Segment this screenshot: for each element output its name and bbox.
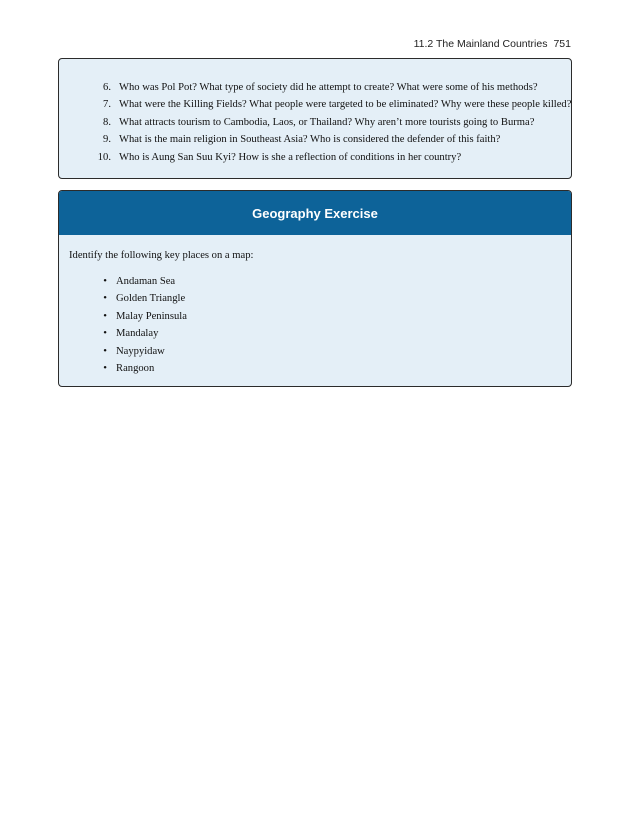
geography-exercise-intro: Identify the following key places on a map: (69, 250, 254, 261)
question-number: 9. (103, 134, 111, 146)
section-title: 11.2 The Mainland Countries (413, 38, 548, 50)
question-item (59, 131, 571, 148)
bullet-icon: • (103, 276, 107, 287)
question-number: 6. (103, 82, 111, 93)
geography-exercise-header (59, 191, 571, 235)
running-header (414, 38, 571, 50)
bullet-icon: • (103, 345, 107, 357)
place-name: Andaman Sea (116, 276, 176, 287)
list-item (59, 273, 571, 290)
question-text: What were the Killing Fields? What people were targeted to be eliminated? Why were these people killed? (119, 99, 572, 111)
question-number: 7. (103, 99, 111, 111)
question-list (59, 79, 571, 166)
place-name: Rangoon (116, 363, 155, 375)
list-item (59, 325, 571, 342)
geography-exercise-box (58, 190, 572, 387)
question-item (59, 79, 571, 96)
bullet-icon: • (103, 328, 107, 340)
review-questions-box (58, 58, 572, 179)
list-item (59, 360, 571, 377)
bullet-icon: • (103, 293, 107, 305)
bullet-icon: • (103, 363, 107, 375)
question-text: What attracts tourism to Cambodia, Laos, or Thailand? Why aren’t more tourists going to Burma? (119, 116, 535, 128)
page-number: 751 (553, 38, 571, 50)
question-item (59, 114, 571, 131)
place-name: Golden Triangle (116, 293, 186, 305)
question-number: 10. (97, 151, 111, 163)
geography-exercise-title: Geography Exercise (252, 205, 378, 221)
question-text: Who is Aung San Suu Kyi? How is she a reflection of conditions in her country? (119, 151, 462, 163)
list-item (59, 290, 571, 307)
list-item (59, 343, 571, 360)
list-item (59, 308, 571, 325)
question-number: 8. (103, 116, 111, 128)
place-name: Naypyidaw (116, 345, 165, 357)
question-text: Who was Pol Pot? What type of society did he attempt to create? What were some of his methods? (119, 82, 538, 93)
question-item (59, 96, 571, 113)
question-text: What is the main religion in Southeast Asia? Who is considered the defender of this faith? (119, 134, 501, 146)
question-item (59, 149, 571, 166)
key-places-list (59, 273, 571, 377)
place-name: Mandalay (116, 328, 159, 340)
place-name: Malay Peninsula (116, 310, 187, 322)
bullet-icon: • (103, 310, 107, 322)
